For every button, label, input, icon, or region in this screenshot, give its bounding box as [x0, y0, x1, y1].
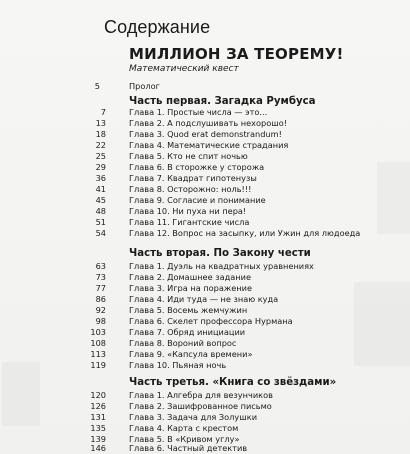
page-number: 73	[95, 272, 106, 282]
chapter-title: Глава 4. Карта с крестом	[129, 423, 239, 433]
page-number: 86	[95, 294, 106, 304]
chapter-title: Глава 1. Дуэль на квадратных уравнениях	[129, 261, 314, 271]
chapter-title: Глава 8. Осторожно: ноль!!!	[129, 184, 252, 194]
chapter-title: Глава 1. Алгебра для везунчиков	[129, 390, 273, 400]
page-number: 51	[95, 217, 106, 227]
page-number: 54	[95, 228, 106, 238]
page-number: 22	[95, 140, 106, 150]
page-number: 29	[95, 162, 106, 172]
chapter-title: Глава 7. Обряд инициации	[129, 327, 246, 337]
chapter-title: Глава 2. Зашифрованное письмо	[129, 401, 272, 411]
page-number: 119	[90, 360, 106, 370]
page-number: 92	[95, 305, 106, 315]
page-number: 36	[95, 173, 106, 183]
toc-entry[interactable]	[0, 442, 410, 454]
page-number: 13	[95, 118, 106, 128]
page-number: 45	[95, 195, 106, 205]
chapter-title: Пролог	[129, 81, 160, 91]
toc-entry[interactable]	[0, 227, 410, 239]
chapter-title: Глава 3. Игра на поражение	[129, 283, 253, 293]
book-title: МИЛЛИОН ЗА ТЕОРЕМУ!	[129, 45, 344, 63]
page-number: 146	[90, 443, 106, 453]
chapter-title: Глава 9. «Капсула времени»	[129, 349, 253, 359]
page-number: 7	[100, 107, 106, 117]
page-number: 5	[94, 81, 100, 91]
chapter-title: Глава 6. В сторожке у сторожа	[129, 162, 265, 172]
prologue-entry[interactable]	[0, 80, 410, 92]
toc-entry[interactable]	[0, 359, 410, 371]
page-number: 77	[95, 283, 106, 293]
page-number: 126	[90, 401, 106, 411]
chapter-title: Глава 6. Частный детектив	[129, 443, 248, 453]
chapter-title: Глава 4. Иди туда — не знаю куда	[129, 294, 279, 304]
part-3-title: Часть третья. «Книга со звёздами»	[129, 377, 337, 388]
chapter-title: Глава 5. Восемь жемчужин	[129, 305, 248, 315]
page-number: 41	[95, 184, 106, 194]
page-number: 48	[95, 206, 106, 216]
chapter-title: Глава 11. Гигантские числа	[129, 217, 250, 227]
chapter-title: Глава 6. Скелет профессора Нурмана	[129, 316, 293, 326]
page-number: 108	[90, 338, 106, 348]
part-2-title: Часть вторая. По Закону чести	[129, 248, 311, 259]
book-subtitle: Математический квест	[129, 64, 239, 74]
page-number: 131	[90, 412, 106, 422]
part-1-title: Часть первая. Загадка Румбуса	[129, 96, 316, 107]
chapter-title: Глава 5. В «Кривом углу»	[129, 434, 240, 444]
page-number: 135	[90, 423, 106, 433]
page-number: 98	[95, 316, 106, 326]
chapter-title: Глава 5. Кто не спит ночью	[129, 151, 248, 161]
page-number: 63	[95, 261, 106, 271]
chapter-title: Глава 8. Вороний вопрос	[129, 338, 237, 348]
page-number: 120	[90, 390, 106, 400]
chapter-title: Глава 3. Задача для Золушки	[129, 412, 258, 422]
chapter-title: Глава 1. Простые числа — это...	[129, 107, 268, 117]
chapter-title: Глава 10. Пьяная ночь	[129, 360, 227, 370]
page-number: 103	[90, 327, 106, 337]
background-text-bleed	[38, 0, 398, 19]
chapter-title: Глава 10. Ни пуха ни пера!	[129, 206, 247, 216]
page-number: 113	[90, 349, 106, 359]
chapter-title: Глава 7. Квадрат гипотенузы	[129, 173, 257, 183]
chapter-title: Глава 4. Математические страдания	[129, 140, 289, 150]
page-number: 25	[95, 151, 106, 161]
chapter-title: Глава 12. Вопрос на засыпку, или Ужин для людоеда	[129, 228, 361, 238]
page-number: 18	[95, 129, 106, 139]
chapter-title: Глава 3. Quod erat demonstrandum!	[129, 129, 282, 139]
chapter-title: Глава 9. Согласие и понимание	[129, 195, 266, 205]
chapter-title: Глава 2. Домашнее задание	[129, 272, 251, 282]
contents-title: Содержание	[104, 17, 211, 37]
chapter-title: Глава 2. А подслушивать нехорошо!	[129, 118, 287, 128]
page-number: 139	[90, 434, 106, 444]
